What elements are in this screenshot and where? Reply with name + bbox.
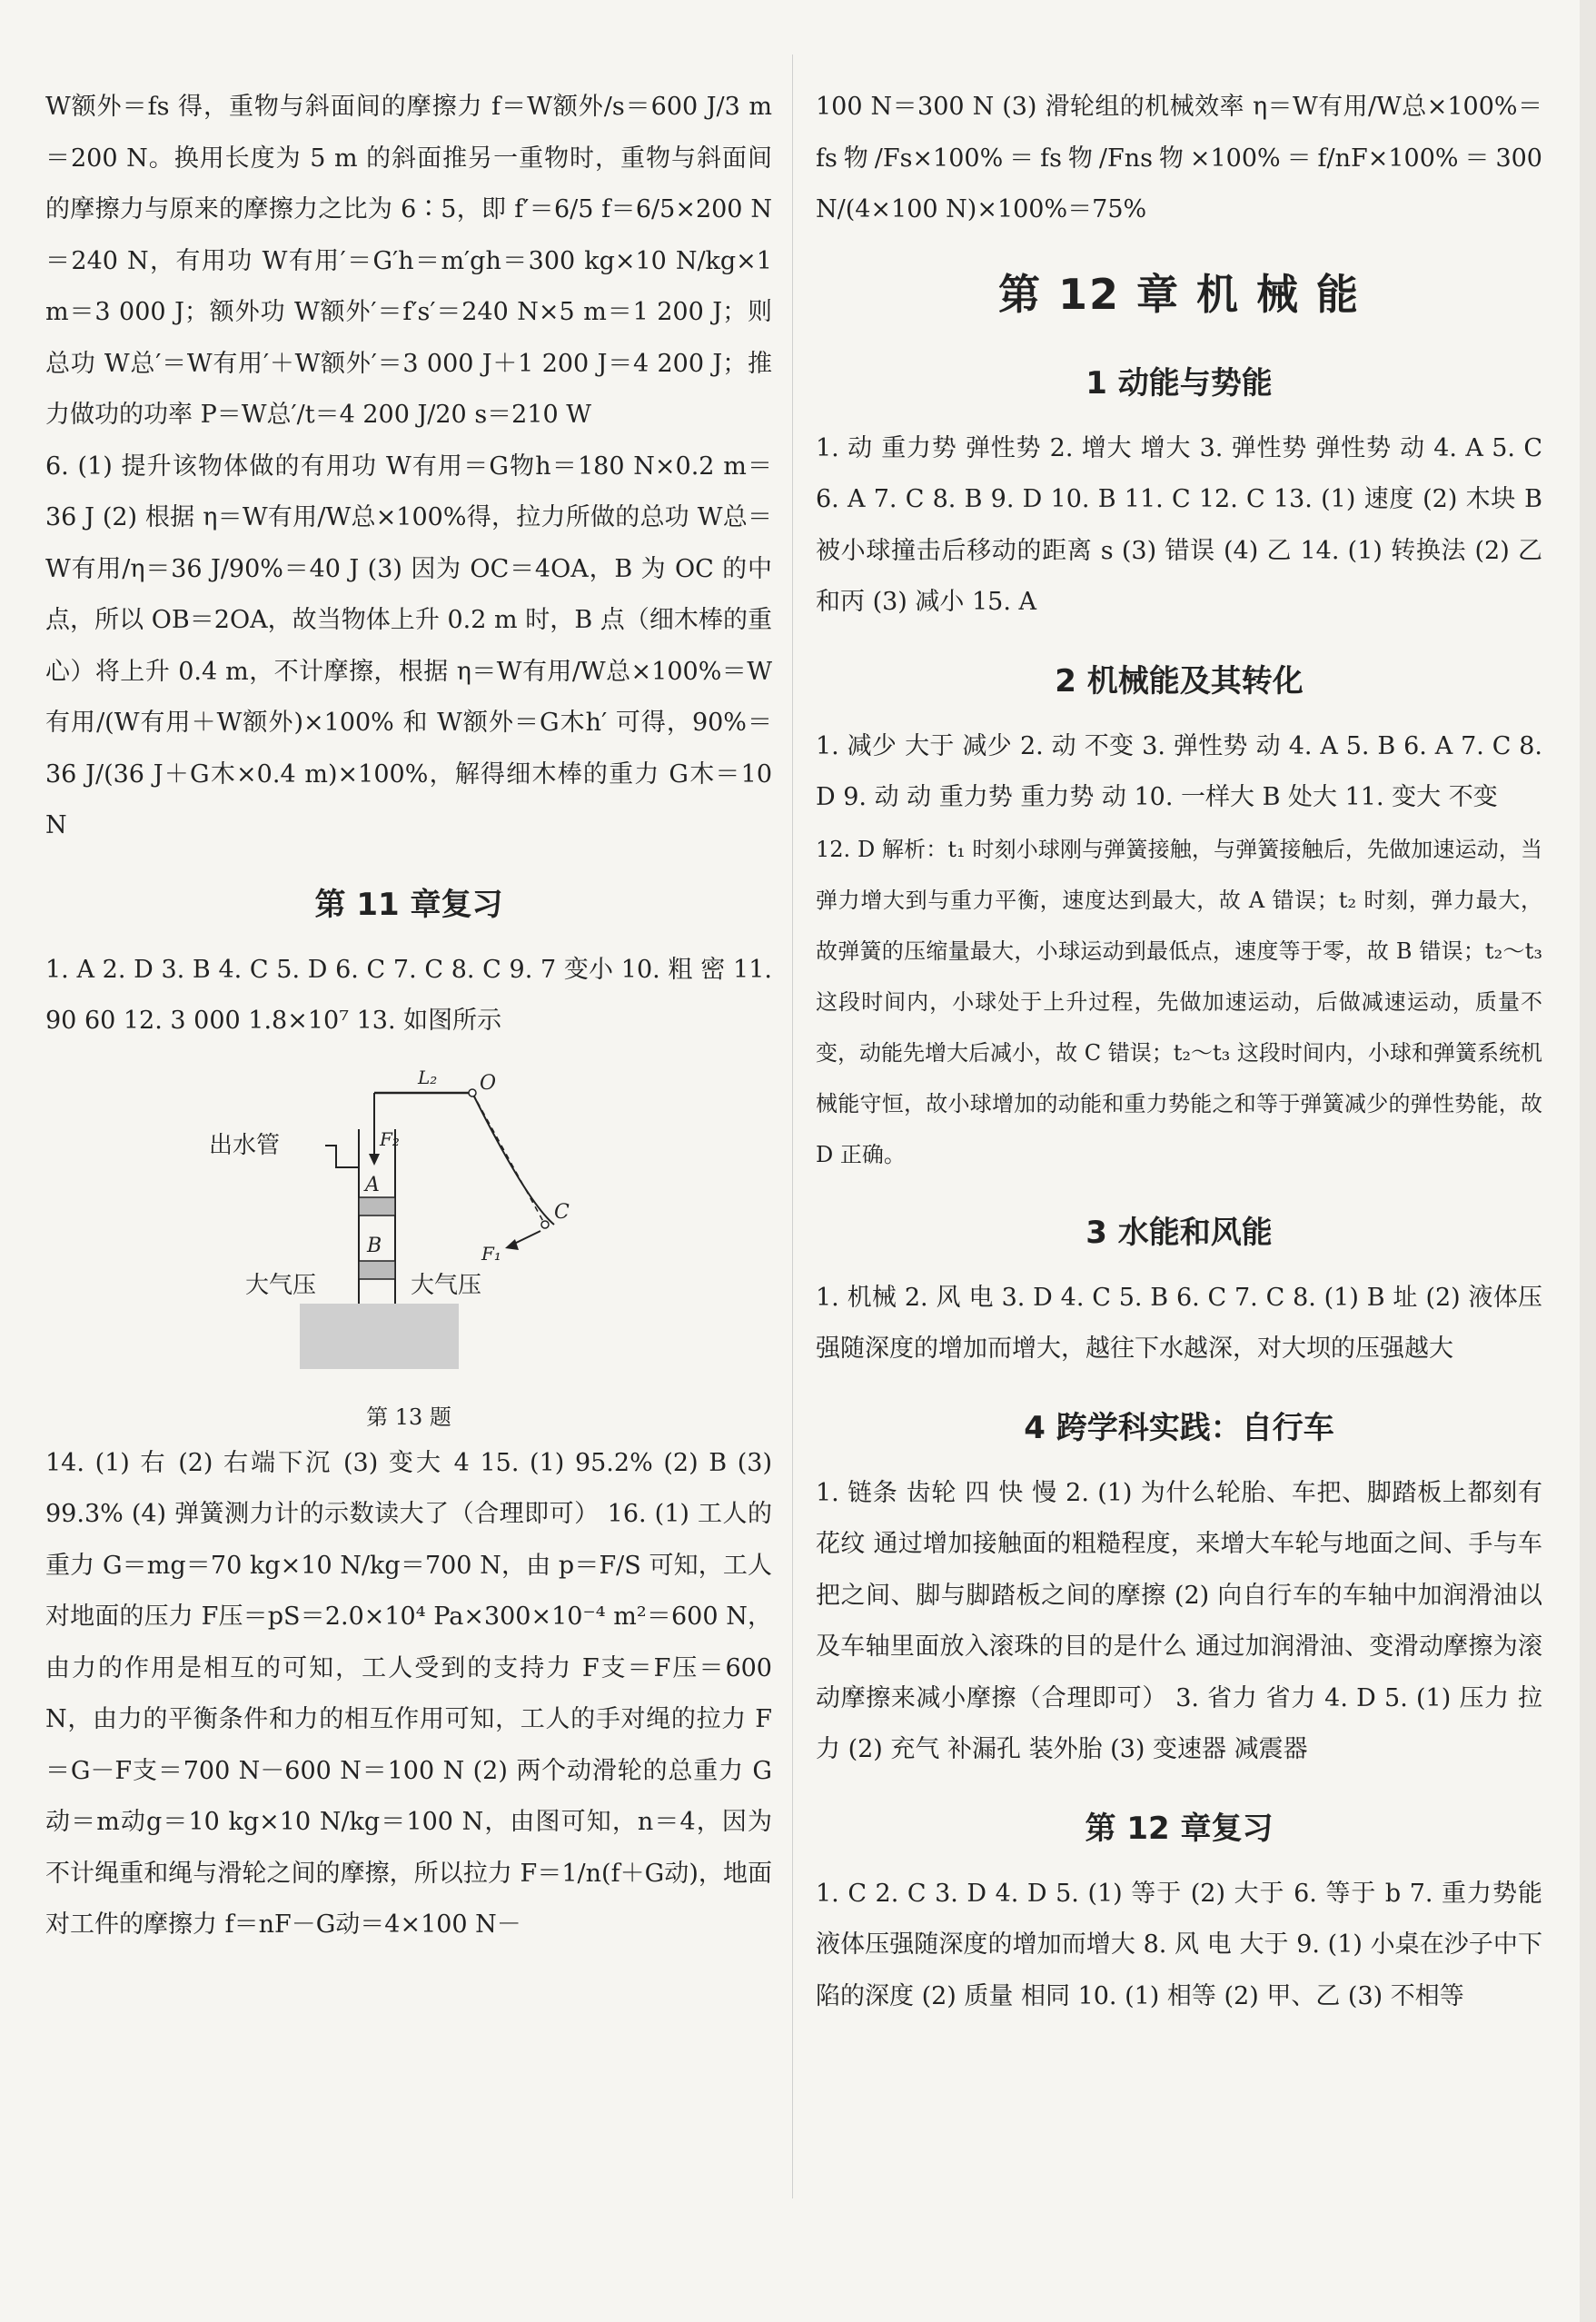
valve-seal (359, 1261, 395, 1279)
moment-arm-line (472, 1093, 545, 1225)
column-divider (792, 55, 793, 2198)
right-column (816, 82, 1542, 2022)
water-tank (300, 1304, 459, 1369)
section-heading: 2 机械能及其转化 (1055, 662, 1304, 700)
section-heading: 3 水能和风能 (1085, 1214, 1273, 1251)
answer-paragraph: 1. 动 重力势 弹性势 2. 增大 增大 3. 弹性势 弹性势 动 4. A 5. C 6. A 7. C 8. B 9. D 10. B 11. C 12. C 13. (1) 速度 (2) 木块 B 被小球撞击后移动的距离 s (3) 错误 (4) 乙 14. (1) 转换法 (2) 乙和丙 (3) 减小 15. A (816, 433, 1542, 616)
answer-paragraph: 100 N＝300 N (3) 滑轮组的机械效率 η＝W有用/W总×100%＝fs物/Fs×100%＝fs物/Fns物×100%＝f/nF×100%＝300 N/(4×100 N)×100%＝75% (816, 93, 1542, 223)
page-edge (1580, 0, 1596, 2322)
explanation-paragraph: 12. D 解析：t₁ 时刻小球刚与弹簧接触，与弹簧接触后，先做加速运动，当弹力增大到与重力平衡，速度达到最大，故 A 错误；t₂ 时刻，弹力最大，故弹簧的压缩量最大，小球运动到最低点，速度等于零，故 B 错误；t₂～t₃ 这段时间内，小球处于上升过程，先做加速运动，后做减速运动，质量不变，动能先增大后减小，故 C 错误；t₂～t₃ 这段时间内，小球和弹簧系统机械能守恒，故小球增加的动能和重力势能之和等于弹簧减少的弹性势能，故 D 正确。 (816, 836, 1542, 1167)
answer-paragraph: 1. 减少 大于 减少 2. 动 不变 3. 弹性势 动 4. A 5. B 6. A 7. C 8. D 9. 动 动 重力势 重力势 动 10. 一样大 B 处大 11. 变大 不变 (816, 731, 1542, 811)
answer-paragraph: 1. 链条 齿轮 四 快 慢 2. (1) 为什么轮胎、车把、脚踏板上都刻有花纹 通过增加接触面的粗糙程度，来增大车轮与地面之间、手与车把之间、脚与脚踏板之间的摩擦 (2) 向自行车的车轴中加润滑油以及车轴里面放入滚珠的目的是什么 通过加润滑油、变滑动摩擦为滚动摩擦来减小摩擦（合理即可） 3. 省力 省力 4. D 5. (1) 压力 拉力 (2) 充气 补漏孔 装外胎 (3) 变速器 减震器 (816, 1478, 1542, 1763)
label-l2: L₂ (418, 1066, 438, 1088)
section-heading: 4 跨学科实践：自行车 (1024, 1409, 1334, 1446)
figure-caption: 第 13 题 (366, 1404, 451, 1430)
chapter-title: 第 12 章 机 械 能 (997, 269, 1361, 319)
label-b: B (367, 1234, 382, 1257)
answer-paragraph: W额外＝fs 得，重物与斜面间的摩擦力 f＝W额外/s＝600 J/3 m＝200 N。换用长度为 5 m 的斜面推另一重物时，重物与斜面间的摩擦力与原来的摩擦力之比为 6∶5，即 f′＝6/5 f＝6/5×200 N＝240 N，有用功 W有用′＝G′h＝m′gh＝300 kg×10 N/kg×1 m＝3 000 J；额外功 W额外′＝f′s′＝240 N×5 m＝1 200 J；则总功 W总′＝W有用′＋W额外′＝3 000 J＋1 200 J＝4 200 J；推力做功的功率 P＝W总′/t＝4 200 J/20 s＝210 W (45, 93, 772, 429)
atm-left-label: 大气压 (245, 1271, 317, 1299)
outlet-pipe (325, 1146, 359, 1167)
pump-lever-diagram (173, 1066, 645, 1374)
answer-paragraph: 14. (1) 右 (2) 右端下沉 (3) 变大 4 15. (1) 95.2% (2) B (3) 99.3% (4) 弹簧测力计的示数读大了（合理即可） 16. (1) 工人的重力 G＝mg＝70 kg×10 N/kg＝700 N，由 p＝F/S 可知，工人对地面的压力 F压＝pS＝2.0×10⁴ Pa×300×10⁻⁴ m²＝600 N，由力的作用是相互的可知，工人受到的支持力 F支＝F压＝600 N，由力的平衡条件和力的相互作用可知，工人的手对绳的拉力 F＝G－F支＝700 N－600 N＝100 N (2) 两个动滑轮的总重力 G动＝m动g＝10 kg×10 N/kg＝100 N，由图可知，n＝4，因为不计绳重和绳与滑轮之间的摩擦，所以拉力 F＝1/n(f＋G动)，地面对工件的摩擦力 f＝nF－G动＝4×100 N－ (45, 1448, 772, 1939)
label-a: A (365, 1173, 380, 1196)
point-c (541, 1221, 549, 1228)
atm-right-label: 大气压 (411, 1271, 482, 1299)
label-f2: F₂ (380, 1127, 400, 1150)
label-o: O (480, 1071, 497, 1095)
section-heading: 第 12 章复习 (1085, 1810, 1274, 1847)
left-column (45, 82, 772, 1951)
arrow-head-icon (369, 1154, 380, 1166)
answer-paragraph: 1. A 2. D 3. B 4. C 5. D 6. C 7. C 8. C 9. 7 变小 10. 粗 密 11. 90 60 12. 3 000 1.8×10⁷ 13. 如图所示 (45, 955, 772, 1035)
piston-seal (359, 1197, 395, 1216)
arrow-head-icon (505, 1239, 519, 1250)
figure-13 (173, 1066, 645, 1402)
lever-arm (472, 1093, 554, 1225)
label-f1: F₁ (481, 1242, 501, 1265)
section-heading: 1 动能与势能 (1085, 364, 1273, 402)
answer-paragraph: 6. (1) 提升该物体做的有用功 W有用＝G物h＝180 N×0.2 m＝36 J (2) 根据 η＝W有用/W总×100%得，拉力所做的总功 W总＝W有用/η＝36 J/90%＝40 J (3) 因为 OC＝4OA，B 为 OC 的中点，所以 OB＝2OA，故当物体上升 0.2 m 时，B 点（细木棒的重心）将上升 0.4 m，不计摩擦，根据 η＝W有用/W总×100%＝W有用/(W有用＋W额外)×100% 和 W额外＝G木h′ 可得，90%＝36 J/(36 J＋G木×0.4 m)×100%，解得细木棒的重力 G木＝10 N (45, 452, 772, 839)
section-heading: 第 11 章复习 (314, 886, 503, 923)
pivot-o (469, 1089, 476, 1096)
outlet-label: 出水管 (209, 1131, 281, 1159)
answer-paragraph: 1. 机械 2. 风 电 3. D 4. C 5. B 6. C 7. C 8. (1) B 址 (2) 液体压强随深度的增加而增大，越往下水越深，对大坝的压强越大 (816, 1283, 1542, 1363)
answer-paragraph: 1. C 2. C 3. D 4. D 5. (1) 等于 (2) 大于 6. 等于 b 7. 重力势能 液体压强随深度的增加而增大 8. 风 电 大于 9. (1) 小桌在沙子中下陷的深度 (2) 质量 相同 10. (1) 相等 (2) 甲、乙 (3) 不相等 (816, 1879, 1542, 2010)
label-c: C (554, 1200, 570, 1224)
